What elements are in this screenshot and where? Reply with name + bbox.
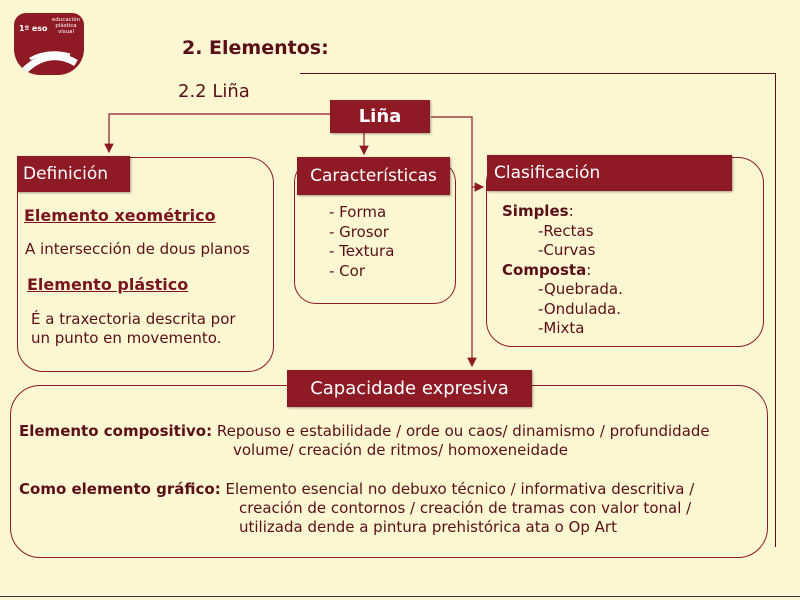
list-item: -Ondulada. <box>538 299 622 318</box>
capacidade-grafico: Como elemento gráfico: Elemento esencial no debuxo técnico / informativa descritiva / creación de contornos / creación de tramas con valor tonal / utilizada dende a pintura prehistórica ata o Op Art <box>19 480 695 536</box>
capacidade-compositivo: Elemento compositivo: Repouso e estabilidade / orde ou caos/ dinamismo / profundidade volume/ creación de ritmos/ homoxeneidade <box>19 422 710 459</box>
list-item: - Cor <box>329 261 365 280</box>
list-item: -Curvas <box>538 241 596 259</box>
definicion-text-plastico: É a traxectoria descrita por un punto en movemento. <box>31 310 236 347</box>
list-item: - Textura <box>329 242 395 260</box>
clasificacion-composta-label: Composta <box>502 260 587 279</box>
arrow-to-definicion <box>109 114 330 152</box>
definicion-heading-xeometrico: Elemento xeométrico <box>24 206 216 225</box>
list-item: - Forma <box>329 203 387 221</box>
caracteristicas-list <box>329 203 394 281</box>
list-item: -Rectas <box>538 221 594 240</box>
logo-subject: educación plástica visual <box>51 17 81 35</box>
subsection-title: 2.2 Liña <box>178 81 250 102</box>
caracteristicas-tab: Características <box>297 157 450 195</box>
capacidade-grafico-label: Como elemento gráfico: <box>19 480 221 498</box>
list-item: -Quebrada. <box>538 280 623 298</box>
list-item: -Mixta <box>538 319 585 337</box>
clasificacion-list: Simples: -Rectas -Curvas Composta: -Quebrada. -Ondulada. -Mixta <box>502 202 623 337</box>
capacidade-tab: Capacidade expresiva <box>287 370 532 407</box>
section-title: 2. Elementos: <box>182 37 329 59</box>
list-item: - Grosor <box>329 222 389 241</box>
definicion-tab: Definición <box>17 156 130 192</box>
logo-grade: 1º eso <box>19 24 48 33</box>
center-node: Liña <box>330 100 430 133</box>
clasificacion-simples-label: Simples <box>502 202 569 220</box>
clasificacion-tab: Clasificación <box>487 155 732 191</box>
capacidade-compositivo-label: Elemento compositivo: <box>19 422 213 440</box>
definicion-heading-plastico: Elemento plástico <box>27 275 189 294</box>
definicion-text-xeometrico: A intersección de dous planos <box>25 240 250 258</box>
